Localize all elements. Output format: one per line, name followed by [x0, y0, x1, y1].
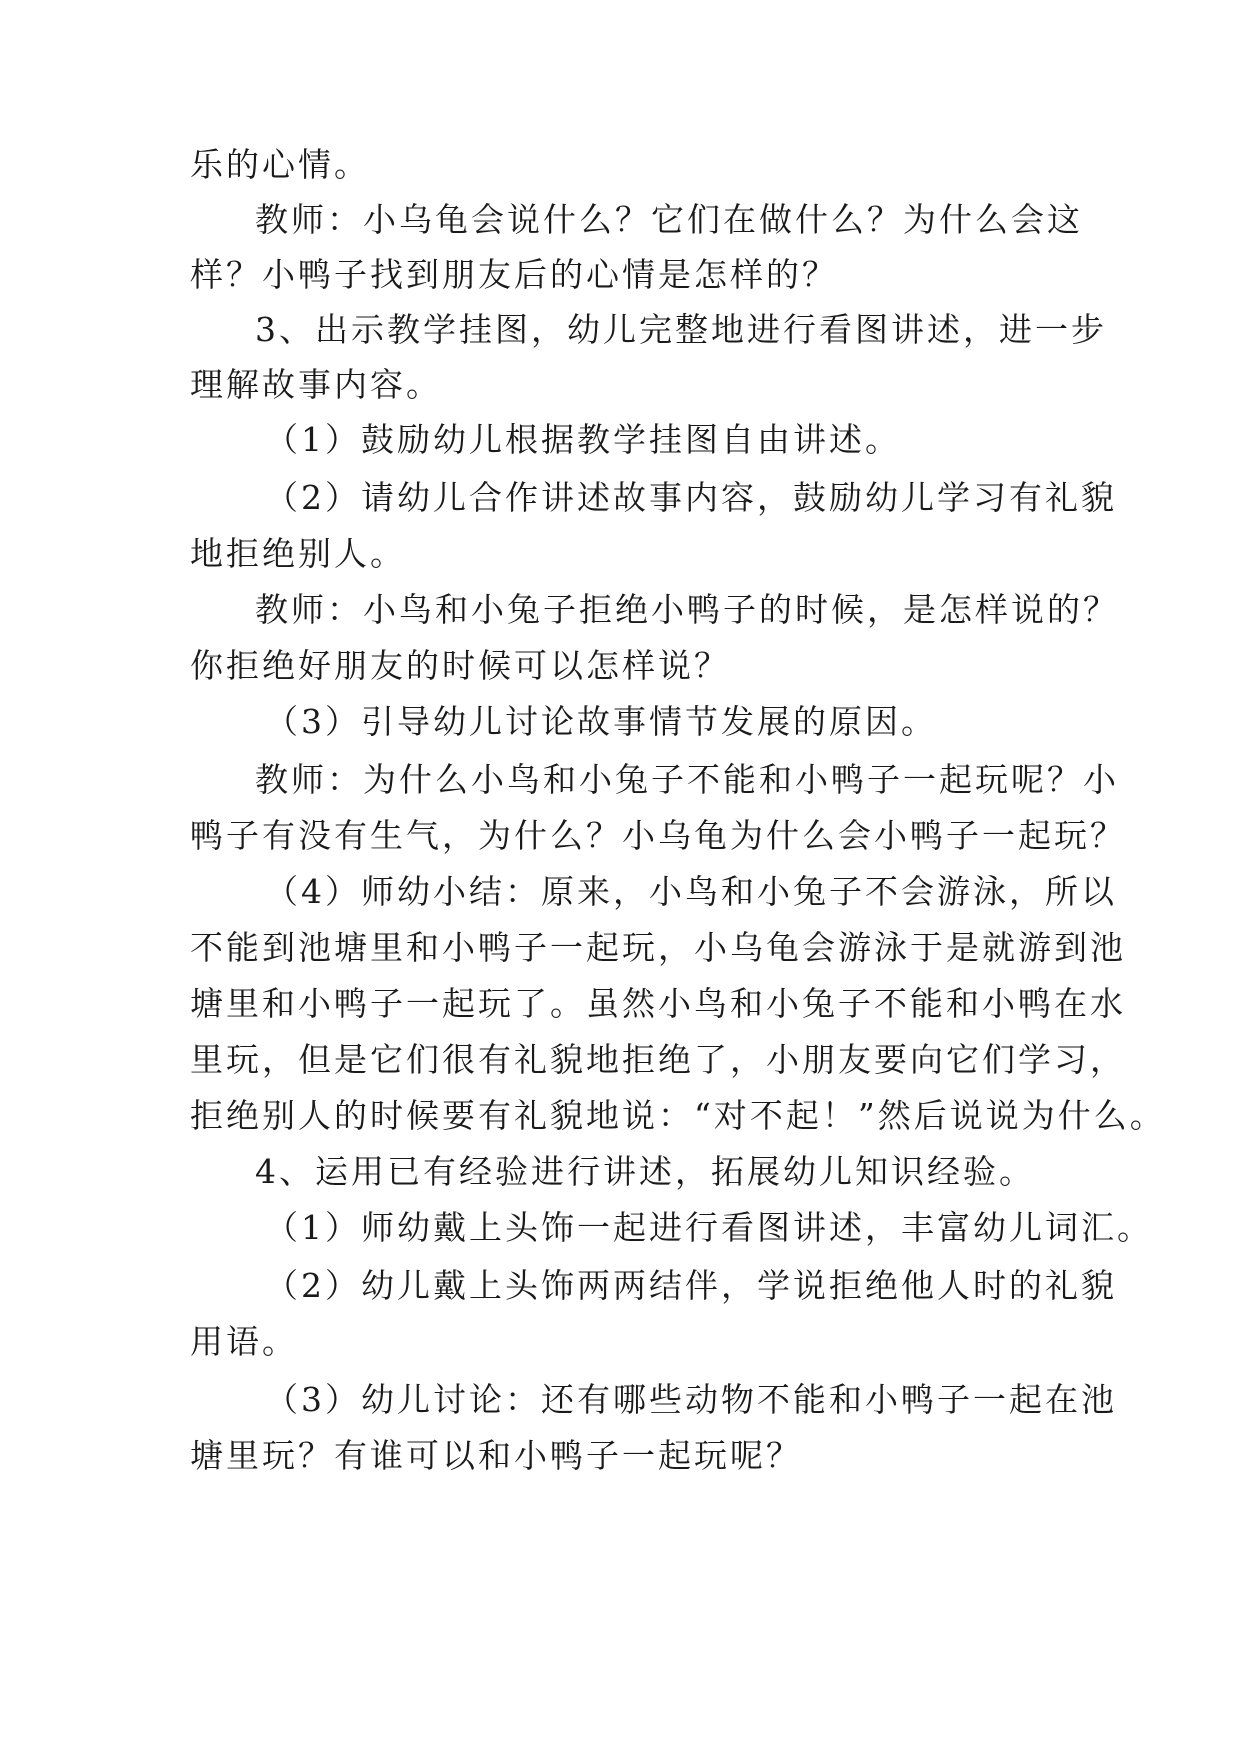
text-line: 乐的心情。: [190, 145, 370, 184]
text-line: 理解故事内容。: [190, 365, 442, 404]
text-line: 样？小鸭子找到朋友后的心情是怎样的？: [190, 255, 838, 294]
text-line: 用语。: [190, 1322, 298, 1361]
text-line: 鸭子有没有生气，为什么？小乌龟为什么会小鸭子一起玩？: [190, 816, 1126, 855]
text-line: 地拒绝别人。: [190, 534, 406, 573]
text-line: 3、出示教学挂图，幼儿完整地进行看图讲述，进一步: [255, 310, 1107, 349]
text-line: 教师：小鸟和小兔子拒绝小鸭子的时候，是怎样说的？: [255, 590, 1119, 629]
text-line: （3）引导幼儿讨论故事情节发展的原因。: [265, 702, 937, 741]
text-line: 教师：为什么小鸟和小兔子不能和小鸭子一起玩呢？小: [255, 760, 1119, 799]
text-line: 拒绝别人的时候要有礼貌地说：“对不起！”然后说说为什么。: [190, 1096, 1166, 1135]
text-line: （1）师幼戴上头饰一起进行看图讲述，丰富幼儿词汇。: [265, 1208, 1153, 1247]
text-line: （2）幼儿戴上头饰两两结伴，学说拒绝他人时的礼貌: [265, 1266, 1117, 1305]
text-line: （4）师幼小结：原来，小鸟和小兔子不会游泳，所以: [265, 872, 1117, 911]
text-line: 教师：小乌龟会说什么？它们在做什么？为什么会这: [255, 200, 1083, 239]
text-line: 塘里和小鸭子一起玩了。虽然小鸟和小兔子不能和小鸭在水: [190, 984, 1126, 1023]
text-line: 你拒绝好朋友的时候可以怎样说？: [190, 646, 730, 685]
text-line: （2）请幼儿合作讲述故事内容，鼓励幼儿学习有礼貌: [265, 478, 1117, 517]
text-line: 塘里玩？有谁可以和小鸭子一起玩呢？: [190, 1436, 802, 1475]
text-line: 4、运用已有经验进行讲述，拓展幼儿知识经验。: [255, 1152, 1035, 1191]
text-line: （3）幼儿讨论：还有哪些动物不能和小鸭子一起在池: [265, 1380, 1117, 1419]
text-line: 不能到池塘里和小鸭子一起玩，小乌龟会游泳于是就游到池: [190, 928, 1126, 967]
text-line: （1）鼓励幼儿根据教学挂图自由讲述。: [265, 420, 901, 459]
text-line: 里玩，但是它们很有礼貌地拒绝了，小朋友要向它们学习，: [190, 1040, 1126, 1079]
